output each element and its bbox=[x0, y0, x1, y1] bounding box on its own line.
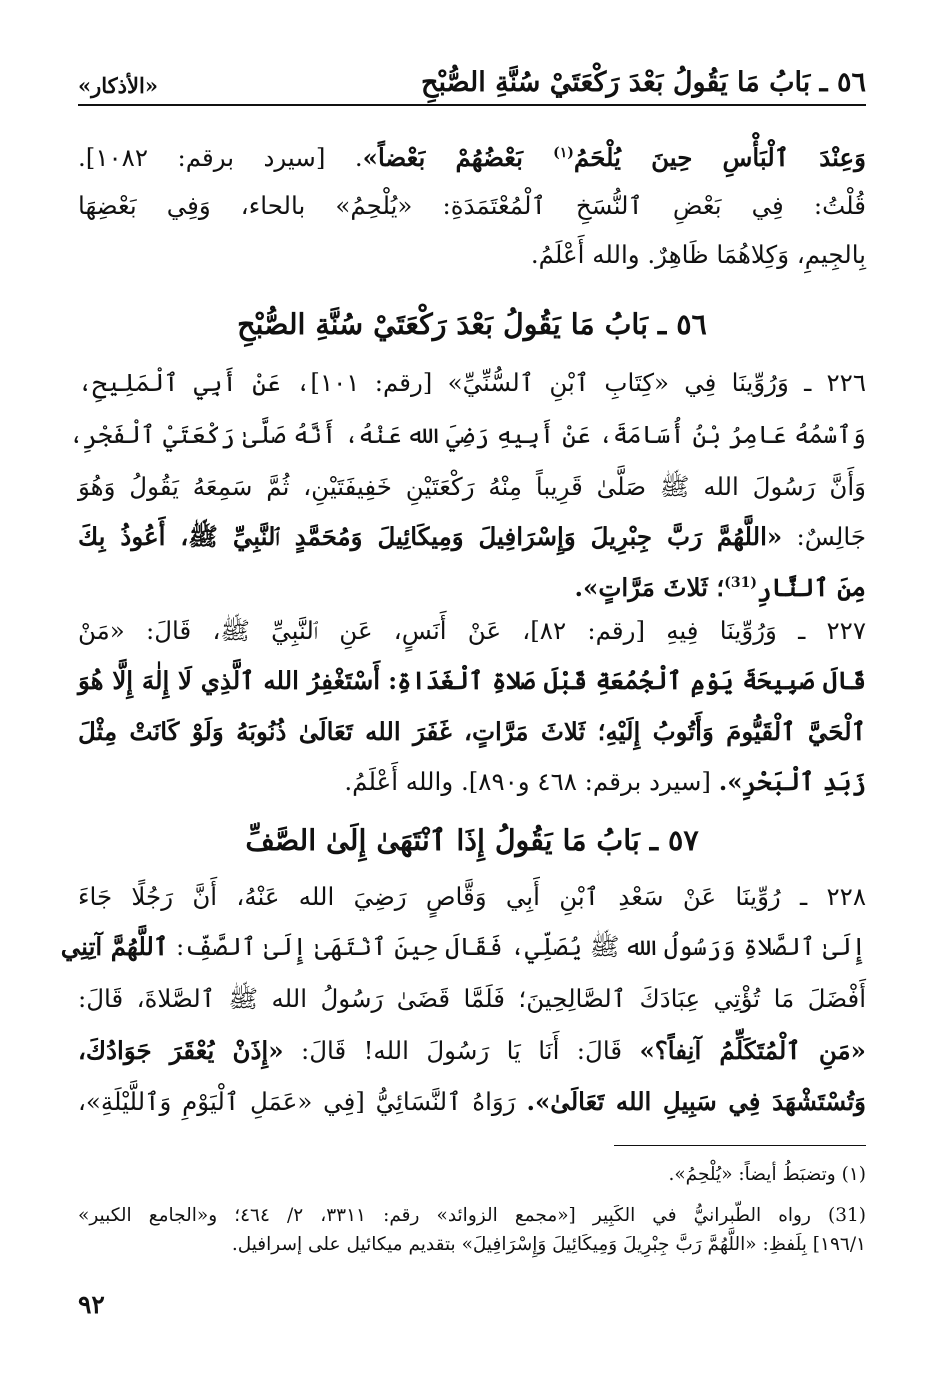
hadith-quote: وَعِنْدَ ٱلْبَأْسِ حِينَ يُلْحَمُ bbox=[573, 143, 866, 173]
text-run: قَالَ صَبِيحَةَ يَوْمِ ٱلْجُمُعَةِ قَبْلَ صَلاةِ ٱلْغَدَاةِ: bbox=[388, 666, 867, 695]
hadith-228-line-2 bbox=[60, 930, 866, 964]
hadith-226-line-2: وَٱسْمُهُ عَامِرُ بْنُ أُسَامَةَ، عَنْ أَبِيهِ رَضِيَ الله عَنْهُ، أَنَّهُ صَلَّىٰ رَكْعَتَيْ ٱلْفَجْرِ، bbox=[69, 420, 866, 449]
cross-reference: [سيرد برقم: ٤٦٨ و٨٩٠]. والله أَعْلَمُ. bbox=[344, 767, 711, 796]
page-number: ٩٢ bbox=[78, 1290, 105, 1319]
running-header bbox=[78, 52, 866, 106]
hadith-quote: أَسْتَغْفِرُ الله ٱلَّذِي لَا إِلٰهَ إِلَّا هُوَ bbox=[78, 666, 381, 695]
footnote-31-line-1: (31) رواه الطّبرانيُّ في الكَبِير [«مجمع الزوائد» رقم: ٣٣١١، ٢/ ٤٦٤؛ و«الجامع الكبير» bbox=[78, 1205, 866, 1226]
section-57-heading: ٥٧ ـ بَابُ مَا يَقُولُ إِذَا ٱنْتَهَىٰ إِلَىٰ الصَّفِّ bbox=[245, 823, 699, 857]
text-run: جَالِسٌ: bbox=[796, 522, 867, 551]
chapter-title: ٥٦ ـ بَابُ مَا يَقُولُ بَعْدَ رَكْعَتَيْ سُنَّةِ الصُّبْحِ bbox=[421, 67, 866, 98]
intro-line-1 bbox=[78, 136, 866, 175]
hadith-227-line-3: ٱلْحَيَّ ٱلْقَيُّومَ وَأَتُوبُ إِلَيْهِ؛ ثَلاثَ مَرَّاتٍ، غَفَرَ الله تَعَالَىٰ ذُنُوبَهُ وَلَوْ كَانَتْ مِثْلَ bbox=[78, 717, 866, 746]
hadith-quote: بَعْضُهُمْ بَعْضاً» bbox=[362, 143, 523, 173]
section-56-heading: ٥٦ ـ بَابُ مَا يَقُولُ بَعْدَ رَكْعَتَيْ سُنَّةِ الصُّبْحِ bbox=[237, 307, 707, 341]
hadith-228-line-5 bbox=[78, 1085, 866, 1119]
footnote-marker: (31) bbox=[724, 575, 757, 591]
hadith-228-line-3: أَفْضَلَ مَا تُؤْتِي عِبَادَكَ ٱلصَّالِحِينَ؛ فَلَمَّا قَضَىٰ رَسُولُ الله ﷺ ٱلصَّلاةَ، قَالَ: bbox=[78, 984, 866, 1013]
hadith-quote: «اللَّهُمَّ رَبَّ جِبْرِيلَ وَإِسْرَافِيلَ وَمِيكَائِيلَ وَمُحَمَّدٍ ٱلنَّبِيِّ ﷺ، أَعُوذُ بِكَ bbox=[78, 522, 783, 551]
footnote-marker: (١) bbox=[553, 145, 574, 161]
hadith-226-line-1: ٢٢٦ ـ وَرُوِّينَا فِي «كِتَابِ ٱبْنِ ٱلسُّنِّيِّ» [رقم: ١٠١]، عَنْ أَبِي ٱلْمَلِيحِ، bbox=[78, 368, 866, 397]
hadith-227-line-1: ٢٢٧ ـ وَرُوِّينَا فِيهِ [رقم: ٨٢]، عَنْ أَنَسٍ، عَنِ ٱلنَّبِيِّ ﷺ، قَالَ: «مَنْ bbox=[78, 616, 866, 645]
book-title: «الأذكار» bbox=[78, 73, 158, 98]
hadith-226-line-3: وَأَنَّ رَسُولَ الله ﷺ صَلَّىٰ قَرِيباً مِنْهُ رَكْعَتَيْنِ خَفِيفَتَيْنِ، ثُمَّ سَمِعَهُ يَقُولُ وَهُوَ bbox=[78, 472, 866, 501]
hadith-quote: ؛ ثَلاثَ مَرَّاتٍ». bbox=[574, 573, 725, 603]
hadith-quote: وَتُسْتَشْهَدَ فِي سَبِيلِ الله تَعَالَىٰ». bbox=[526, 1087, 866, 1116]
cross-reference: . [سيرد برقم: ١٠٨٢]. bbox=[78, 143, 363, 173]
intro-line-2: قُلْتُ: فِي بَعْضِ ٱلنُّسَخِ ٱلْمُعْتَمَدَةِ: «يُلْحِمُ» بالحاء، وَفِي بَعْضِهَا bbox=[78, 191, 866, 220]
hadith-226-line-4 bbox=[78, 520, 866, 554]
text-run: قَالَ: أَنَا يَا رَسُولَ الله! قَالَ: bbox=[300, 1036, 623, 1065]
hadith-226-line-5 bbox=[78, 566, 866, 605]
hadith-quote: مِنَ ٱلنَّارِ bbox=[756, 573, 866, 603]
footnote-divider bbox=[614, 1145, 866, 1146]
hadith-228-line-1: ٢٢٨ ـ رُوِّينَا عَنْ سَعْدِ ٱبْنِ أَبِي وَقَّاصٍ رَضِيَ الله عَنْهُ، أَنَّ رَجُلًا جَاءَ bbox=[78, 882, 866, 911]
hadith-227-line-4 bbox=[78, 765, 866, 799]
footnote-1: (١) وتضبَطُ أيضاً: «يُلْحِمُ». bbox=[668, 1164, 866, 1185]
intro-line-3: بِالجِيمِ، وَكِلاهُمَا ظَاهِرٌ. والله أَعْلَمُ. bbox=[530, 240, 866, 269]
hadith-quote: ٱللَّهُمَّ آتِنِي bbox=[60, 932, 169, 961]
hadith-228-line-4 bbox=[78, 1034, 866, 1068]
hadith-quote: زَبَدِ ٱلْبَحْرِ». bbox=[718, 767, 866, 796]
hadith-227-line-2 bbox=[78, 664, 866, 698]
hadith-quote: «إِذَنْ يُعْقَرَ جَوَادُكَ، bbox=[78, 1036, 284, 1065]
text-run: رَوَاهُ ٱلنَّسَائِيُّ [فِي «عَمَلِ ٱلْيَوْمِ وَٱللَّيْلَةِ»، bbox=[78, 1087, 516, 1116]
hadith-quote: «مَنِ ٱلْمُتَكَلِّمُ آنِفاً؟» bbox=[639, 1036, 866, 1065]
footnote-31-line-2: ١٩٦/١] بِلَفظِ: «اللَّهُمَّ رَبَّ جِبْرِيلَ وَمِيكَائِيلَ وَإِسْرَافِيلَ» بتقديم ميكائيل على إسرافيل. bbox=[231, 1234, 866, 1255]
text-run: إِلَىٰ ٱلصَّلاةِ وَرَسُولُ الله ﷺ يُصَلِّي، فَقَالَ حِينَ ٱنْتَهَىٰ إِلَىٰ ٱلصَّفِّ: bbox=[176, 932, 866, 961]
